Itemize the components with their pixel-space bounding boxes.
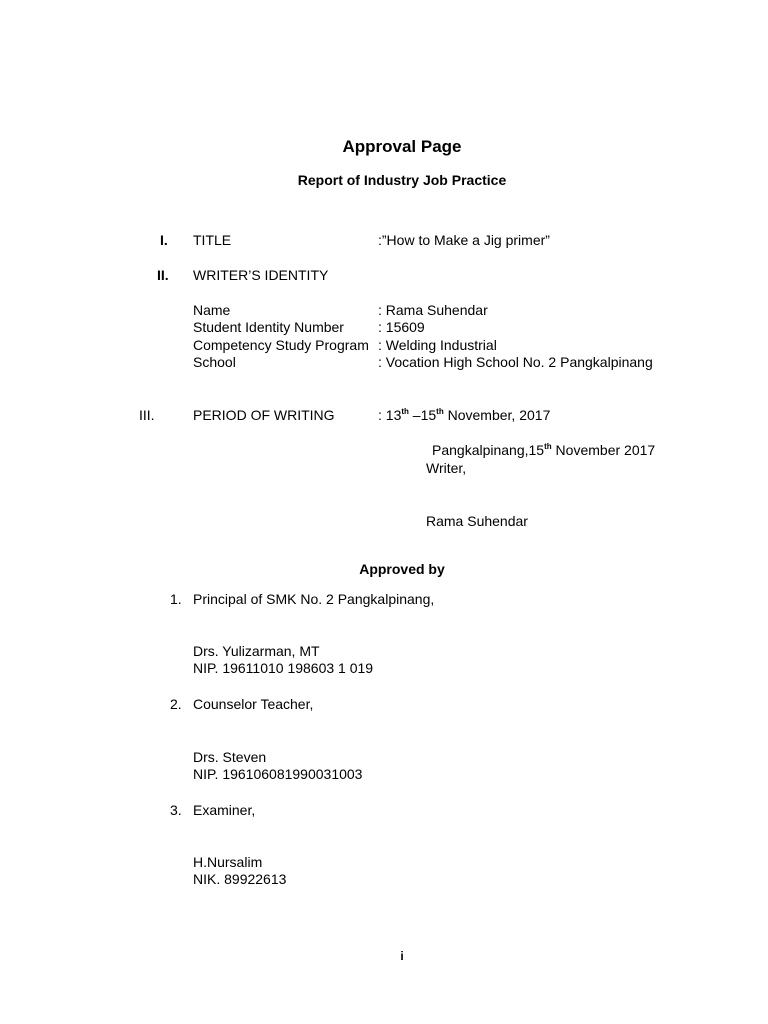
page-number: i [400,949,404,963]
field-label-program: Competency Study Program [193,337,369,353]
section3-numeral: III. [139,407,155,423]
approver-3-id: NIK. 89922613 [193,871,287,887]
approver-3-title: Examiner, [193,802,256,818]
approver-2-title: Counselor Teacher, [193,696,314,712]
approver-1-id: NIP. 19611010 198603 1 019 [193,660,374,676]
signature-name: Rama Suhendar [426,513,528,529]
section3-value: : 13th –15th November, 2017 [378,407,551,423]
section3-label: PERIOD OF WRITING [193,407,335,423]
approver-2-number: 2. [170,696,182,712]
section2-numeral: II. [157,267,169,283]
approvals-heading: Approved by [359,561,445,577]
field-label-school: School [193,354,236,370]
page-title: Approval Page [342,137,462,156]
field-value-student-id: : 15609 [378,319,425,335]
approver-3-number: 3. [170,802,182,818]
field-value-name: : Rama Suhendar [378,302,488,318]
section1-value: :”How to Make a Jig primer” [378,232,550,248]
field-label-student-id: Student Identity Number [193,319,344,335]
approver-1-number: 1. [170,591,182,607]
signature-place-date: Pangkalpinang,15th November 2017 [432,442,656,458]
approver-1-title: Principal of SMK No. 2 Pangkalpinang, [193,591,435,607]
field-label-name: Name [193,302,231,318]
approver-3-name: H.Nursalim [193,854,263,870]
approver-2-name: Drs. Steven [193,749,267,765]
field-value-program: : Welding Industrial [378,337,497,353]
field-value-school: : Vocation High School No. 2 Pangkalpinang [378,354,653,370]
approver-1-name: Drs. Yulizarman, MT [193,643,320,659]
page-subtitle: Report of Industry Job Practice [297,172,507,188]
section1-numeral: I. [160,232,168,248]
approver-2-id: NIP. 196106081990031003 [193,766,363,782]
signature-role: Writer, [426,460,467,476]
section2-label: WRITER’S IDENTITY [193,267,329,283]
section1-label: TITLE [193,232,232,248]
